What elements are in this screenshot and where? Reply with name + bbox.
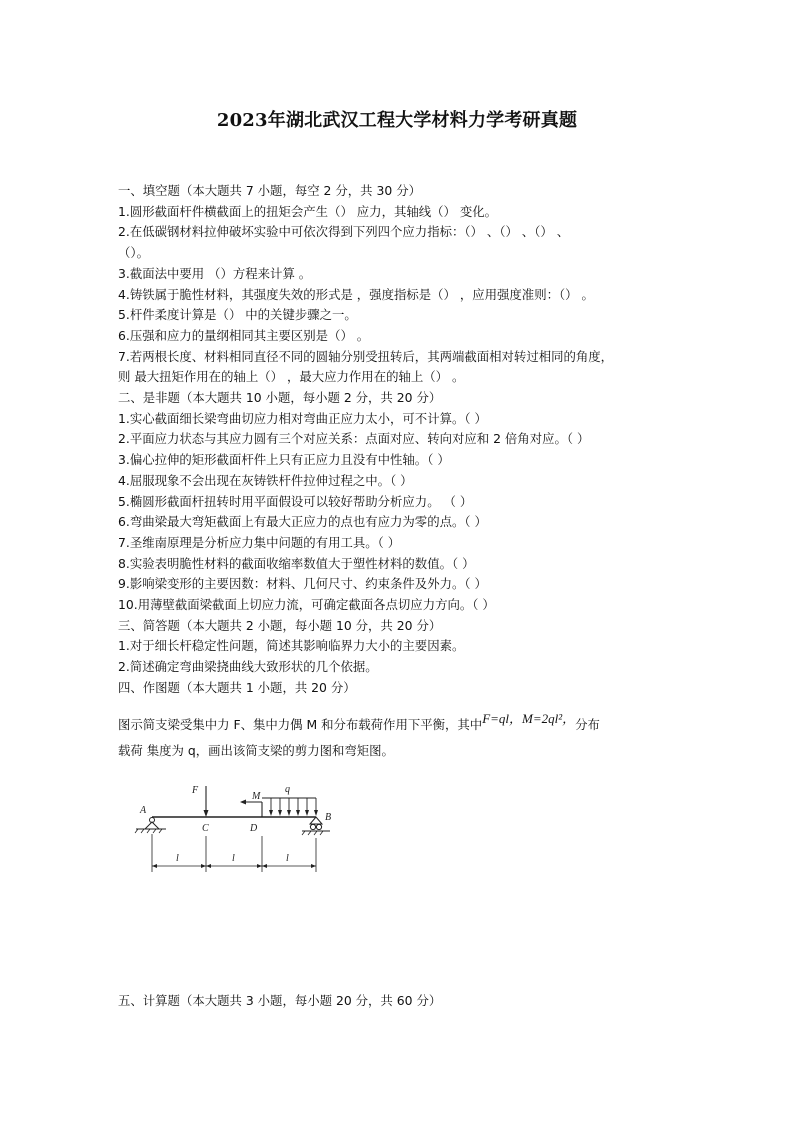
label-q: q <box>285 784 290 795</box>
true-false-q7: 7.圣维南原理是分析应力集中问题的有用工具。（ ） <box>118 534 401 550</box>
beam-figure <box>126 780 346 880</box>
label-l2: l <box>232 853 235 864</box>
section-1-heading: 一、填空题（本大题共 7 小题，每空 2 分，共 30 分） <box>118 183 421 198</box>
label-f: F <box>192 785 199 796</box>
true-false-q10: 10.用薄壁截面梁截面上切应力流，可确定截面各点切应力方向。（ ） <box>118 597 495 613</box>
load-formula: F=ql，M=2ql²， <box>482 711 576 726</box>
beam-diagram <box>126 780 346 884</box>
true-false-q8: 8.实验表明脆性材料的截面收缩率数值大于塑性材料的数值。（ ） <box>118 555 475 571</box>
fill-blank-q4: 4.铸铁属于脆性材料，其强度失效的形式是 ，强度指标是（） ，应用强度准则：（） 。 <box>118 286 594 302</box>
fill-blank-q2-line2: （）。 <box>118 245 149 261</box>
moment-arrow-m <box>240 800 262 818</box>
true-false-q6: 6.弯曲梁最大弯矩截面上有最大正应力的点也有应力为零的点。（ ） <box>118 514 487 530</box>
question-body <box>118 181 678 699</box>
true-false-q9: 9.影响梁变形的主要因数：材料、几何尺寸、约束条件及外力。（ ） <box>118 576 487 592</box>
fill-blank-q7-line1: 7.若两根长度、材料相同直径不同的圆轴分别受扭转后，其两端截面相对转过相同的角度， <box>118 348 614 364</box>
label-b: B <box>325 812 332 823</box>
fill-blank-q2-line1: 2.在低碳钢材料拉伸破坏实验中可依次得到下列四个应力指标：（） 、（） 、（） 、 <box>118 224 570 240</box>
drawing-question-text <box>118 712 678 764</box>
label-l1: l <box>176 853 179 864</box>
true-false-q1: 1.实心截面细长梁弯曲切应力相对弯曲正应力太小，可不计算。（ ） <box>118 410 487 426</box>
drawing-question-part3: 载荷 集度为 q，画出该简支梁的剪力图和弯矩图。 <box>118 743 394 758</box>
drawing-question-part1: 图示简支梁受集中力 F、集中力偶 M 和分布载荷作用下平衡，其中 <box>118 717 483 732</box>
label-d: D <box>250 823 258 834</box>
drawing-question-part2: 分布 <box>575 717 600 732</box>
pin-support-a <box>135 818 166 834</box>
label-c: C <box>202 823 209 834</box>
true-false-q3: 3.偏心拉伸的矩形截面杆件上只有正应力且没有中性轴。（ ） <box>118 452 450 468</box>
fill-blank-q6: 6.压强和应力的量纲相同其主要区别是（） 。 <box>118 327 370 343</box>
true-false-q5: 5.椭圆形截面杆扭转时用平面假设可以较好帮助分析应力。 （ ） <box>118 493 473 509</box>
fill-blank-q1: 1.圆形截面杆件横截面上的扭矩会产生（） 应力，其轴线（） 变化。 <box>118 203 498 219</box>
fill-blank-q3: 3.截面法中要用 （）方程来计算 。 <box>118 265 312 281</box>
short-answer-q2: 2.简述确定弯曲梁挠曲线大致形状的几个依据。 <box>118 659 378 675</box>
label-l3: l <box>286 853 289 864</box>
fill-blank-q5: 5.杆件柔度计算是（） 中的关键步骤之一。 <box>118 307 357 323</box>
distributed-load-q <box>262 798 318 816</box>
label-m: M <box>252 791 261 802</box>
section-3-heading: 三、简答题（本大题共 2 小题，每小题 10 分，共 20 分） <box>118 617 442 633</box>
section-5-heading: 五、计算题（本大题共 3 小题，每小题 20 分，共 60 分） <box>118 993 442 1008</box>
short-answer-q1: 1.对于细长杆稳定性问题，简述其影响临界力大小的主要因素。 <box>118 638 465 654</box>
label-a: A <box>140 805 147 816</box>
fill-blank-q7-line2: 则 最大扭矩作用在的轴上（） ，最大应力作用在的轴上（） 。 <box>118 369 465 385</box>
section-2-heading: 二、是非题（本大题共 10 小题，每小题 2 分，共 20 分） <box>118 390 442 406</box>
force-arrow-f <box>204 786 209 817</box>
true-false-q2: 2.平面应力状态与其应力圆有三个对应关系：点面对应、转向对应和 2 倍角对应。（ ） <box>118 431 590 447</box>
page-title: 2023年湖北武汉工程大学材料力学考研真题 <box>216 110 578 131</box>
true-false-q4: 4.屈服现象不会出现在灰铸铁杆件拉伸过程之中。（ ） <box>118 472 413 488</box>
section-4-heading: 四、作图题（本大题共 1 小题，共 20 分） <box>118 679 356 695</box>
